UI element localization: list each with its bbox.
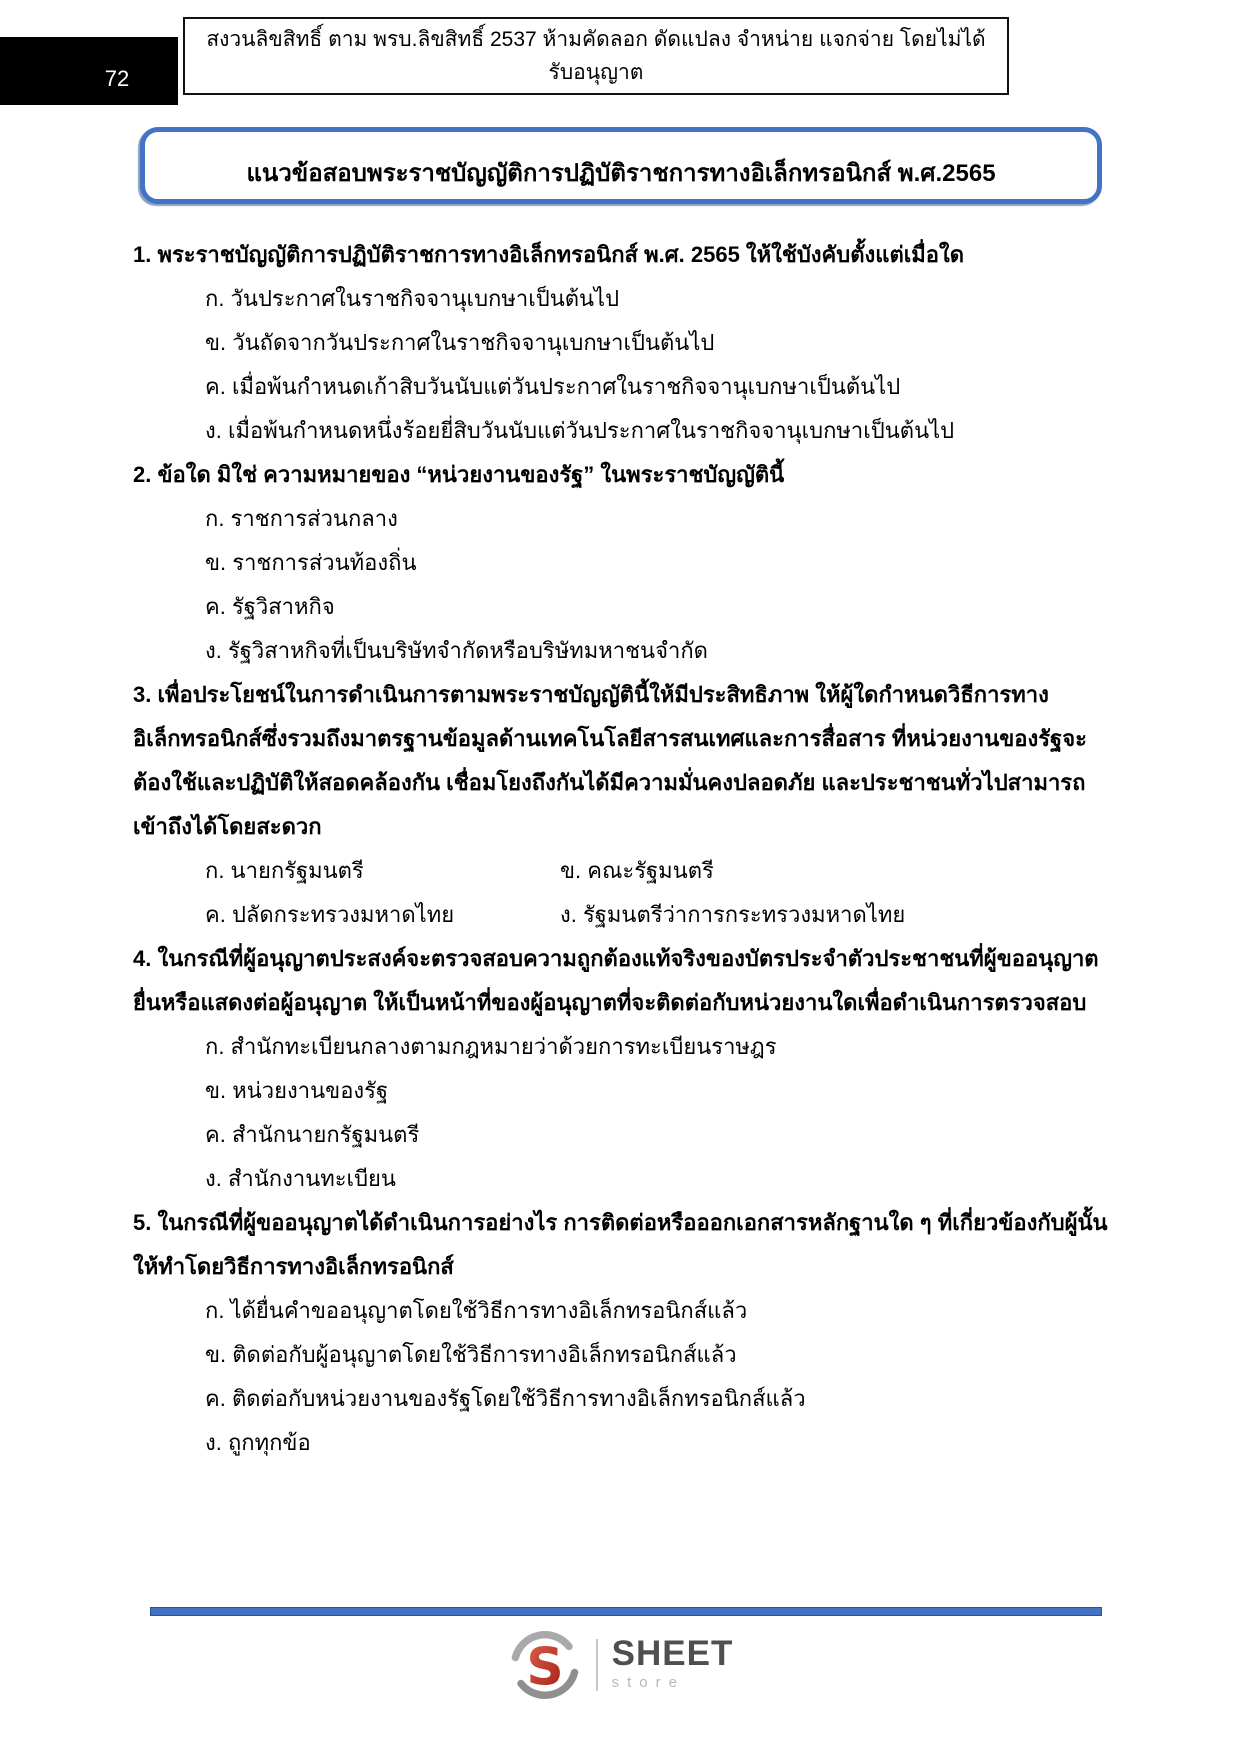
question-text: 2. ข้อใด มิใช่ ความหมายของ “หน่วยงานของรัฐ” ในพระราชบัญญัตินี้ xyxy=(133,462,785,487)
option-b: ข. ติดต่อกับผู้อนุญาตโดยใช้วิธีการทางอิเล็กทรอนิกส์แล้ว xyxy=(205,1342,737,1367)
page-number-box xyxy=(0,37,178,105)
question-options xyxy=(133,497,1111,673)
option-a: ก. ราชการส่วนกลาง xyxy=(205,506,398,531)
option-a: ก. ได้ยื่นคำขออนุญาตโดยใช้วิธีการทางอิเล็กทรอนิกส์แล้ว xyxy=(205,1298,748,1323)
question-text: 5. ในกรณีที่ผู้ขออนุญาตได้ดำเนินการอย่างไร การติดต่อหรือออกเอกสารหลักฐานใด ๆ ที่เกี่ยวข้องกับผู้นั้น ให้ทำโดยวิธีการทางอิเล็กทรอนิกส์ xyxy=(133,1210,1108,1279)
option-b: ข. หน่วยงานของรัฐ xyxy=(205,1078,389,1103)
logo-s-icon xyxy=(508,1628,582,1702)
option-c: ค. เมื่อพ้นกำหนดเก้าสิบวันนับแต่วันประกาศในราชกิจจานุเบกษาเป็นต้นไป xyxy=(205,374,901,399)
question-2 xyxy=(133,453,1111,673)
option-d: ง. เมื่อพ้นกำหนดหนึ่งร้อยยี่สิบวันนับแต่วันประกาศในราชกิจจานุเบกษาเป็นต้นไป xyxy=(205,418,955,443)
page-title: แนวข้อสอบพระราชบัญญัติการปฏิบัติราชการทางอิเล็กทรอนิกส์ พ.ศ.2565 xyxy=(246,160,996,187)
option-b: ข. ราชการส่วนท้องถิ่น xyxy=(205,550,417,575)
question-text: 4. ในกรณีที่ผู้อนุญาตประสงค์จะตรวจสอบความถูกต้องแท้จริงของบัตรประจำตัวประชาชนที่ผู้ขออนุญาตยื่นหรือแสดงต่อผู้อนุญาต ให้เป็นหน้าที่ของผู้อนุญาตที่จะติดต่อกับหน่วยงานใดเพื่อดำเนินการตรวจสอบ xyxy=(133,946,1099,1015)
question-options xyxy=(133,277,1111,453)
option-a: ก. วันประกาศในราชกิจจานุเบกษาเป็นต้นไป xyxy=(205,286,620,311)
brand-subtitle: store xyxy=(611,1674,685,1691)
sheet-store-logo xyxy=(0,1627,1241,1703)
brand-name: SHEET xyxy=(611,1634,734,1673)
option-c: ค. รัฐวิสาหกิจ xyxy=(205,594,335,619)
option-d: ง. รัฐมนตรีว่าการกระทรวงมหาดไทย xyxy=(560,902,906,927)
option-d: ง. สำนักงานทะเบียน xyxy=(205,1166,396,1191)
questions-section xyxy=(133,233,1111,1465)
question-5 xyxy=(133,1201,1111,1465)
option-c: ค. ปลัดกระทรวงมหาดไทย xyxy=(205,902,455,927)
copyright-text: สงวนลิขสิทธิ์ ตาม พรบ.ลิขสิทธิ์ 2537 ห้ามคัดลอก ดัดแปลง จำหน่าย แจกจ่าย โดยไม่ได้รับอนุญาต xyxy=(206,28,986,84)
question-1 xyxy=(133,233,1111,453)
option-a: ก. นายกรัฐมนตรี xyxy=(205,858,364,883)
option-d: ง. ถูกทุกข้อ xyxy=(205,1430,311,1455)
brand-text-block xyxy=(611,1634,734,1693)
question-text: 1. พระราชบัญญัติการปฏิบัติราชการทางอิเล็กทรอนิกส์ พ.ศ. 2565 ให้ใช้บังคับตั้งแต่เมื่อใด xyxy=(133,242,964,267)
option-c: ค. ติดต่อกับหน่วยงานของรัฐโดยใช้วิธีการทางอิเล็กทรอนิกส์แล้ว xyxy=(205,1386,806,1411)
question-options xyxy=(133,1289,1111,1465)
footer-divider-bar xyxy=(150,1607,1102,1616)
page-number: 72 xyxy=(104,66,130,91)
copyright-notice-box xyxy=(183,17,1009,95)
option-b: ข. คณะรัฐมนตรี xyxy=(560,858,714,883)
option-a: ก. สำนักทะเบียนกลางตามกฎหมายว่าด้วยการทะเบียนราษฎร xyxy=(205,1034,777,1059)
question-options xyxy=(133,849,1111,937)
option-d: ง. รัฐวิสาหกิจที่เป็นบริษัทจำกัดหรือบริษัทมหาชนจำกัด xyxy=(205,638,708,663)
question-options xyxy=(133,1025,1111,1201)
logo-letter: S xyxy=(525,1637,564,1698)
question-4 xyxy=(133,937,1111,1201)
logo-divider-line xyxy=(596,1639,598,1691)
exam-title-box xyxy=(140,127,1102,204)
question-3 xyxy=(133,673,1111,937)
option-c: ค. สำนักนายกรัฐมนตรี xyxy=(205,1122,420,1147)
question-text: 3. เพื่อประโยชน์ในการดำเนินการตามพระราชบัญญัตินี้ให้มีประสิทธิภาพ ให้ผู้ใดกำหนดวิธีการทางอิเล็กทรอนิกส์ซึ่งรวมถึงมาตรฐานข้อมูลด้านเทคโนโลยีสารสนเทศและการสื่อสาร ที่หน่วยงานของรัฐจะต้องใช้และปฏิบัติให้สอดคล้องกัน เชื่อมโยงถึงกันได้มีความมั่นคงปลอดภัย และประชาชนทั่วไปสามารถเข้าถึงได้โดยสะดวก xyxy=(133,682,1087,839)
option-b: ข. วันถัดจากวันประกาศในราชกิจจานุเบกษาเป็นต้นไป xyxy=(205,330,715,355)
